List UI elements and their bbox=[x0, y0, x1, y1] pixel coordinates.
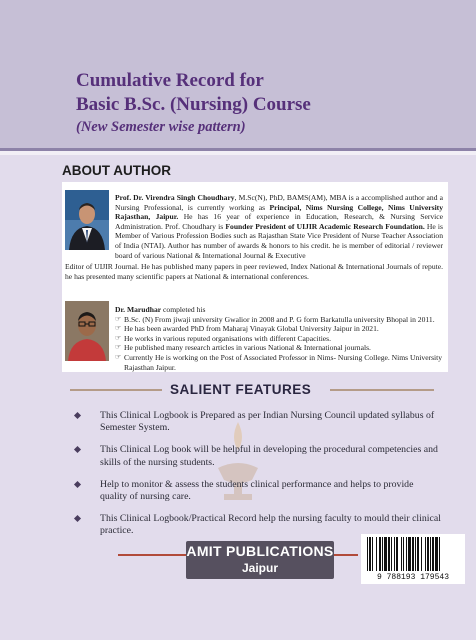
header-band bbox=[0, 0, 476, 148]
barcode-number: 9 788193 179543 bbox=[376, 573, 449, 582]
author1-photo bbox=[65, 190, 109, 250]
author1-bio-continued: Editor of UIJIR Journal. He has published many papers in peer reviewed, Index National & International Journals of repute. he has presented many scientific papers at National & international conferences. bbox=[65, 262, 443, 281]
author1-text-2: He has 16 year of experience in Education, Research, & Nursing Service Administration. Prof. Choudhary is bbox=[115, 212, 443, 231]
divider-right bbox=[330, 389, 434, 391]
subtitle: (New Semester wise pattern) bbox=[76, 119, 246, 135]
about-heading: ABOUT AUTHOR bbox=[62, 163, 171, 178]
list-item: ☞ He has been awarded PhD from Maharaj Vinayak Global University Jaipur in 2021. bbox=[115, 324, 379, 334]
author2-intro: completed his bbox=[161, 305, 206, 314]
author1-text-1: , M.Sc(N), PhD, BAMS(AM), MBA is a accomplished author and a Nursing Professional, is currently working as bbox=[115, 193, 443, 212]
list-item: ☞ B.Sc. (N) From jiwaji university Gwalior in 2008 and P. G form Barkatulla university Bhopal in 2011. bbox=[115, 314, 435, 324]
pointing-hand-icon: ☞ bbox=[115, 333, 122, 342]
author1-role: Principal, Nims Nursing College, Nims University Rajasthan, Jaipur. bbox=[115, 202, 444, 222]
author2-name: Dr. Marudhar bbox=[115, 305, 162, 314]
pointing-hand-icon: ☞ bbox=[115, 343, 122, 352]
author1-name: Prof. Dr. Virendra Singh Choudhary bbox=[115, 193, 235, 202]
diamond-bullet-icon bbox=[74, 481, 81, 488]
publisher-badge bbox=[186, 541, 334, 579]
publisher-line-left bbox=[118, 554, 186, 556]
author2-bio bbox=[115, 305, 443, 372]
diamond-bullet-icon bbox=[74, 446, 81, 453]
barcode-bars-icon bbox=[361, 534, 465, 574]
list-item: This Clinical Logbook is Prepared as per Indian Nursing Council updated syllabus of Semester System. bbox=[76, 410, 441, 434]
list-item: ☞ Currently He is working on the Post of Associated Professor in Nims- Nursing College. Nims University Rajasthan Jaipur. bbox=[115, 352, 443, 372]
list-item: ☞ He works in various reputed organisations with different Capacities. bbox=[115, 333, 332, 343]
title-line-2: Basic B.Sc. (Nursing) Course bbox=[76, 94, 311, 115]
list-item: This Clinical Logbook/Practical Record help the nursing faculty to mould their clinical practice. bbox=[76, 513, 441, 537]
list-item: This Clinical Log book will be helpful in developing the procedural competencies and skills of the nursing students. bbox=[76, 444, 441, 468]
title-line-1: Cumulative Record for bbox=[76, 70, 264, 91]
diamond-bullet-icon bbox=[74, 412, 81, 419]
salient-heading: SALIENT FEATURES bbox=[170, 382, 312, 397]
author2-points bbox=[115, 315, 443, 373]
author1-founder: Founder President of UIJIR Academic Research Foundation. bbox=[225, 221, 425, 231]
divider-left bbox=[70, 389, 162, 391]
header-divider-light bbox=[0, 151, 476, 155]
salient-heading-row bbox=[0, 380, 476, 400]
author1-bio bbox=[115, 193, 443, 260]
about-author-box bbox=[62, 182, 448, 372]
pointing-hand-icon: ☞ bbox=[115, 324, 122, 333]
list-item: Help to monitor & assess the students clinical performance and helps to provide quality of nursing care. bbox=[76, 479, 441, 503]
pointing-hand-icon: ☞ bbox=[115, 352, 122, 361]
salient-features-list bbox=[76, 410, 441, 548]
isbn-barcode bbox=[361, 534, 465, 584]
pointing-hand-icon: ☞ bbox=[115, 314, 122, 323]
publisher-city: Jaipur bbox=[241, 561, 278, 575]
list-item: ☞ He published many research articles in various National & International journals. bbox=[115, 343, 371, 353]
publisher-line-right bbox=[334, 554, 358, 556]
author2-photo bbox=[65, 301, 109, 361]
diamond-bullet-icon bbox=[74, 515, 81, 522]
publisher-name: AMIT PUBLICATIONS bbox=[186, 543, 334, 559]
author1-text-3: He is Member of Various Profession Bodies such as Rajasthan State Vice President of Nurse Teacher Association of India (NTAI). Author has number of awards & honors to his credit. he is member of editorial / reviewer board of various National & International Journal & Executive bbox=[115, 221, 443, 260]
